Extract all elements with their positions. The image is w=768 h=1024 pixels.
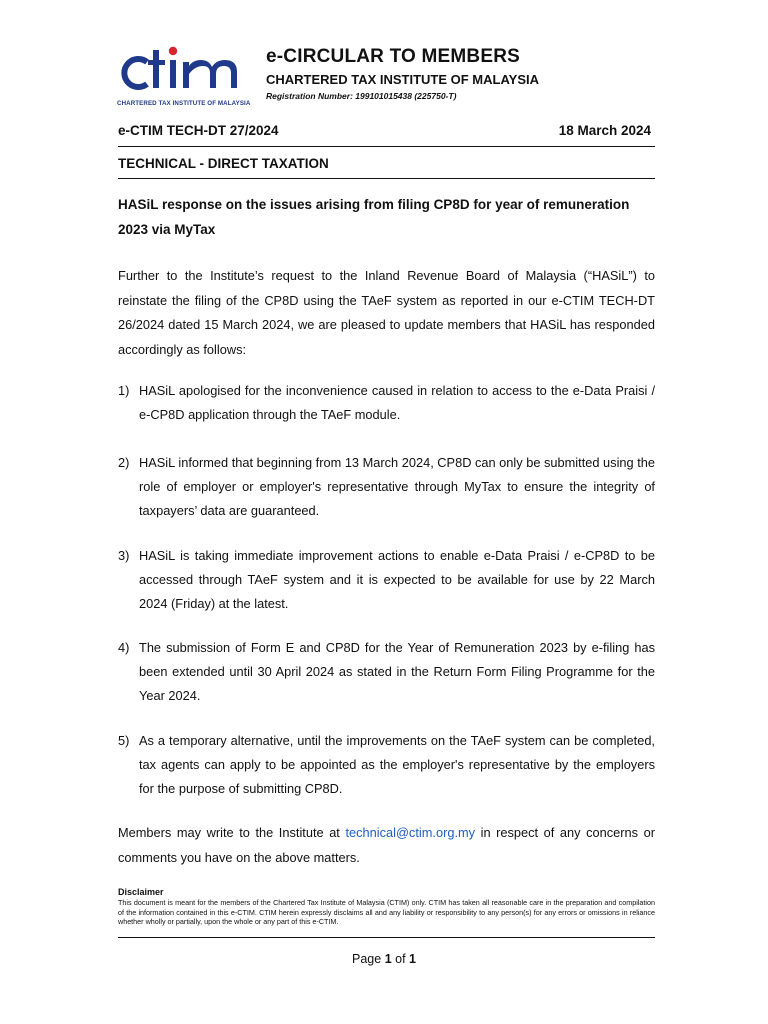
ctim-logo bbox=[117, 40, 257, 114]
total-pages: 1 bbox=[409, 952, 416, 966]
circular-date: 18 March 2024 bbox=[558, 123, 651, 138]
logo-caption: CHARTERED TAX INSTITUTE OF MALAYSIA bbox=[117, 100, 251, 107]
intro-paragraph: Further to the Institute’s request to the Inland Revenue Board of Malaysia (“HASiL”) to reinstate the filing of the CP8D using the TAeF system as reported in our e-CTIM TECH-DT 26/2024 dated 15 March 2024, we are pleased to update members that HASiL has responded accordingly as follows: bbox=[118, 268, 655, 357]
list-item bbox=[118, 636, 655, 708]
list-item bbox=[118, 451, 655, 523]
list-item-number: 1) bbox=[118, 383, 130, 398]
divider-top bbox=[118, 146, 655, 147]
list-item bbox=[118, 544, 655, 616]
list-item-number: 5) bbox=[118, 733, 130, 748]
reference-row bbox=[118, 123, 651, 138]
list-item-text: HASiL is taking immediate improvement actions to enable e-Data Praisi / e-CP8D to be accessed through TAeF system and it is expected to be available for use by 22 March 2024 (Friday) at the latest. bbox=[139, 548, 655, 611]
disclaimer-title: Disclaimer bbox=[118, 887, 164, 897]
email-link[interactable]: technical@ctim.org.my bbox=[345, 825, 476, 840]
list-item-text: HASiL apologised for the inconvenience caused in relation to access to the e-Data Praisi / e-CP8D application through the TAeF module. bbox=[139, 383, 655, 422]
of-word: of bbox=[395, 952, 406, 966]
list-item-text: As a temporary alternative, until the improvements on the TAeF system can be completed, tax agents can apply to be appointed as the employer's representative by the employers for the purpose of submitting CP8D. bbox=[139, 733, 655, 796]
disclaimer-text: This document is meant for the members of the Chartered Tax Institute of Malaysia (CTIM) only. CTIM has taken all reasonable care in the preparation and compilation of the information contained in this e-CTIM. CTIM herein expressly disclaims all and any liability or responsibility to any person(s) for any errors or omissions in reliance whether wholly or partially, upon the whole or any part of this e-CTIM. bbox=[118, 898, 655, 927]
current-page: 1 bbox=[384, 952, 392, 966]
closing-paragraph bbox=[118, 821, 655, 870]
organization-name: CHARTERED TAX INSTITUTE OF MALAYSIA bbox=[266, 72, 540, 87]
registration-number: Registration Number: 199101015438 (225750-T) bbox=[266, 91, 457, 101]
reference-number: e-CTIM TECH-DT 27/2024 bbox=[118, 123, 279, 138]
divider-section bbox=[118, 178, 655, 179]
list-item-number: 4) bbox=[118, 640, 130, 655]
list-item bbox=[118, 379, 655, 427]
list-item-text: The submission of Form E and CP8D for the Year of Remuneration 2023 by e-filing has been extended until 30 April 2024 as stated in the Return Form Filing Programme for the Year 2024. bbox=[139, 640, 655, 703]
page-word: Page bbox=[352, 952, 382, 966]
circular-title: e-CIRCULAR TO MEMBERS bbox=[266, 46, 521, 67]
subject-heading: HASiL response on the issues arising from filing CP8D for year of remuneration 2023 via MyTax bbox=[118, 197, 630, 237]
list-item bbox=[118, 729, 655, 801]
list-item-number: 2) bbox=[118, 455, 130, 470]
divider-footer bbox=[118, 937, 655, 938]
closing-text-after: in respect of any concerns or comments you have on the above matters. bbox=[118, 825, 655, 865]
section-title: TECHNICAL - DIRECT TAXATION bbox=[118, 156, 329, 171]
ctim-logo-icon bbox=[117, 40, 257, 100]
page-number bbox=[0, 952, 768, 966]
list-item-text: HASiL informed that beginning from 13 March 2024, CP8D can only be submitted using the role of employer or employer's representative through MyTax to ensure the integrity of taxpayers’ data are guaranteed. bbox=[139, 455, 655, 518]
list-item-number: 3) bbox=[118, 548, 130, 563]
disclaimer bbox=[118, 887, 655, 927]
closing-text-before: Members may write to the Institute at bbox=[118, 825, 346, 840]
circular-header bbox=[266, 46, 539, 101]
